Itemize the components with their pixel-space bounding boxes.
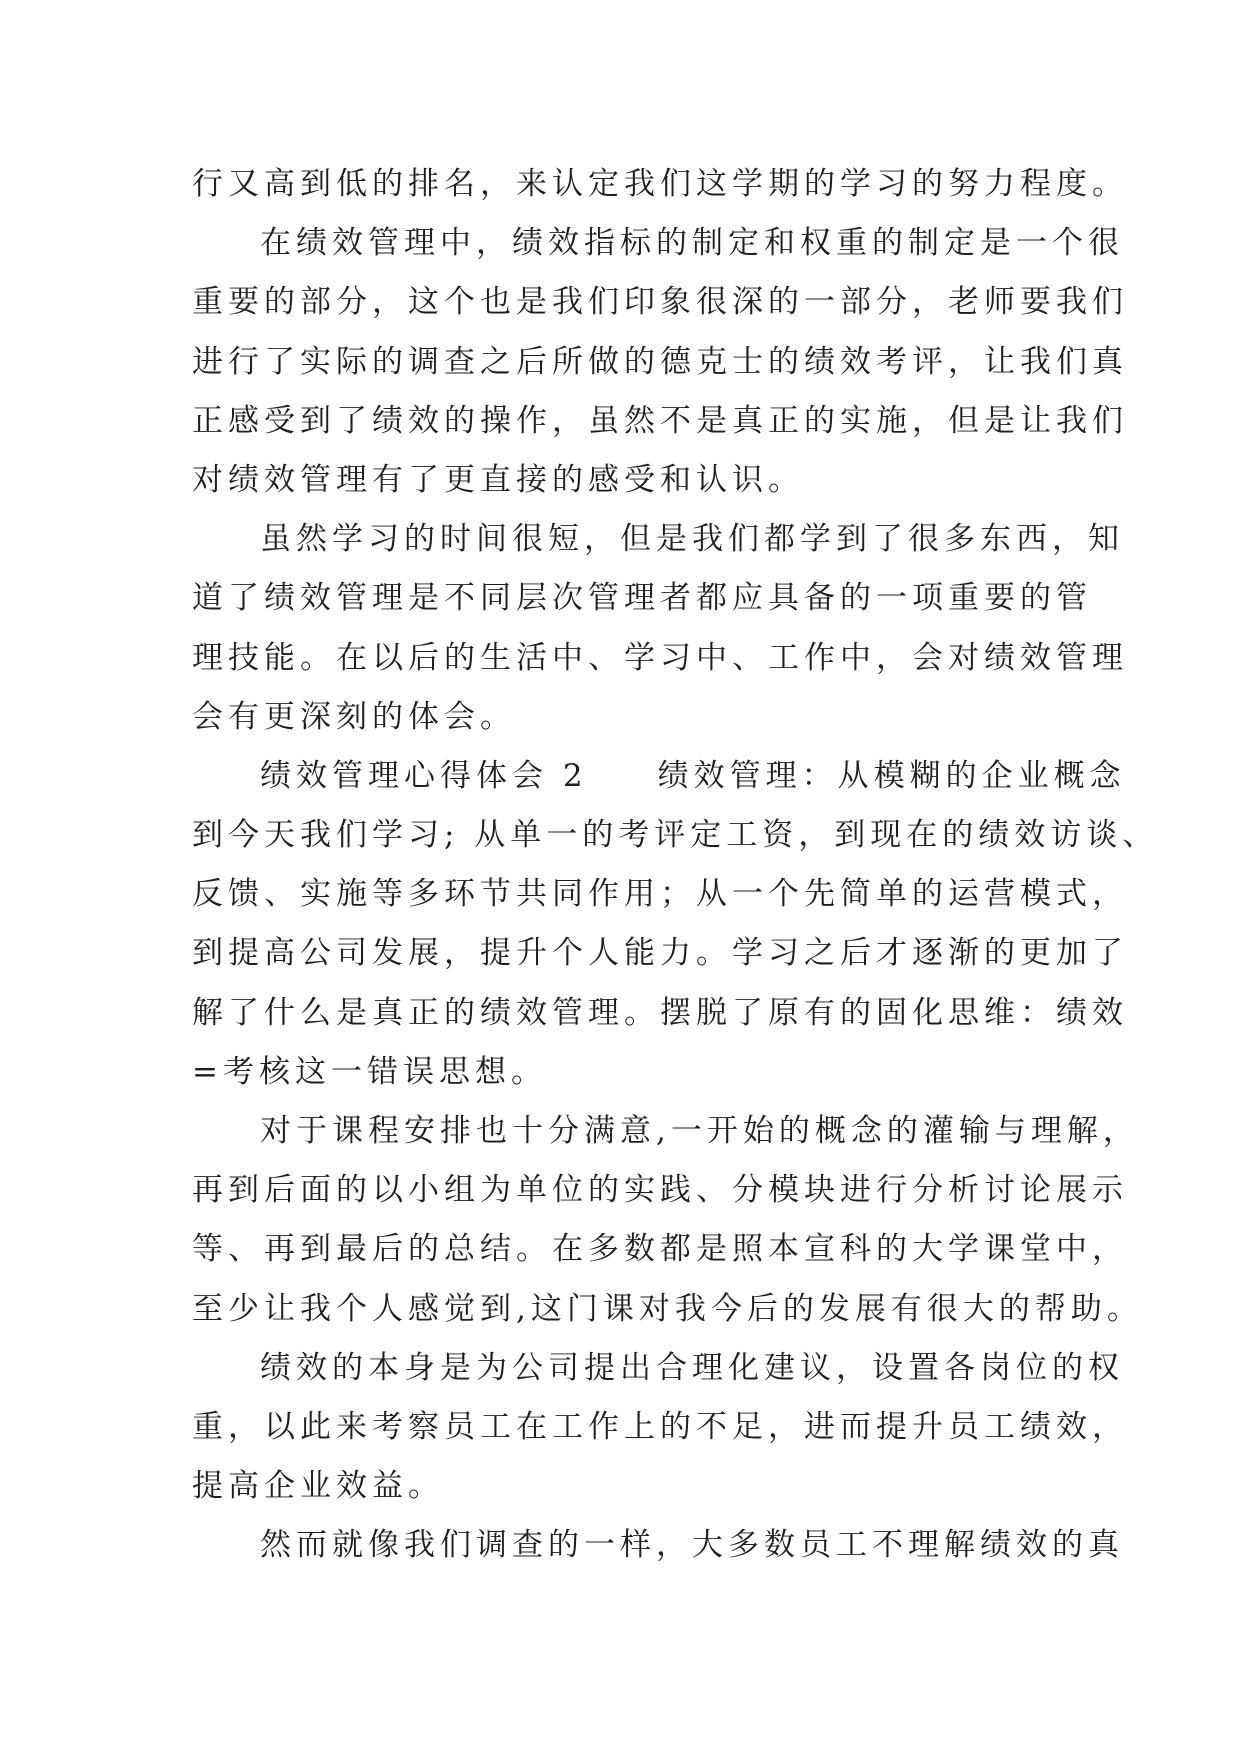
- paragraph-line: 对绩效管理有了更直接的感受和认识。: [192, 461, 804, 498]
- paragraph-line: 到今天我们学习; 从单一的考评定工资，到现在的绩效访谈、: [192, 817, 1159, 854]
- paragraph-line: 对于课程安排也十分满意,一开始的概念的灌输与理解，: [260, 1113, 1139, 1149]
- paragraph-line: 进行了实际的调查之后所做的德克士的绩效考评，让我们真: [192, 343, 1128, 380]
- paragraph-line: 正感受到了绩效的操作，虽然不是真正的实施，但是让我们: [192, 402, 1128, 439]
- paragraph-line: 道了绩效管理是不同层次管理者都应具备的一项重要的管: [192, 580, 1092, 617]
- paragraph-line: 等、再到最后的总结。在多数都是照本宣科的大学课堂中，: [192, 1231, 1128, 1268]
- paragraph-line: 提高企业效益。: [192, 1468, 444, 1505]
- paragraph-line: 再到后面的以小组为单位的实践、分模块进行分析讨论展示: [192, 1172, 1128, 1209]
- paragraph-line: 重要的部分，这个也是我们印象很深的一部分，老师要我们: [192, 284, 1128, 321]
- paragraph-line: 绩效的本身是为公司提出合理化建议，设置各岗位的权: [260, 1349, 1124, 1386]
- paragraph-line: =考核这一错误思想。: [192, 1053, 547, 1090]
- section-heading-line: [192, 747, 1126, 806]
- paragraph-line: 理技能。在以后的生活中、学习中、工作中，会对绩效管理: [192, 639, 1128, 676]
- paragraph-line: 重，以此来考察员工在工作上的不足，进而提升员工绩效，: [192, 1408, 1128, 1445]
- paragraph-line: 至少让我个人感觉到,这门课对我今后的发展有很大的帮助。: [192, 1290, 1143, 1327]
- section-heading: 绩效管理心得体会 2: [260, 757, 588, 794]
- paragraph-line: 虽然学习的时间很短，但是我们都学到了很多东西，知: [260, 521, 1124, 558]
- paragraph-line: 会有更深刻的体会。: [192, 698, 516, 735]
- paragraph-line: 解了什么是真正的绩效管理。摆脱了原有的固化思维：绩效: [192, 994, 1128, 1031]
- document-body: [192, 155, 1159, 1576]
- paragraph-line: 然而就像我们调查的一样，大多数员工不理解绩效的真: [260, 1527, 1124, 1564]
- paragraph-line: 行又高到低的排名，来认定我们这学期的学习的努力程度。: [192, 166, 1128, 202]
- paragraph-line: 反馈、实施等多环节共同作用；从一个先简单的运营模式，: [192, 876, 1128, 913]
- paragraph-line: 在绩效管理中，绩效指标的制定和权重的制定是一个很: [260, 225, 1124, 262]
- paragraph-line: 到提高公司发展，提升个人能力。学习之后才逐渐的更加了: [192, 935, 1128, 972]
- paragraph-text: 绩效管理：从模糊的企业概念: [657, 757, 1126, 794]
